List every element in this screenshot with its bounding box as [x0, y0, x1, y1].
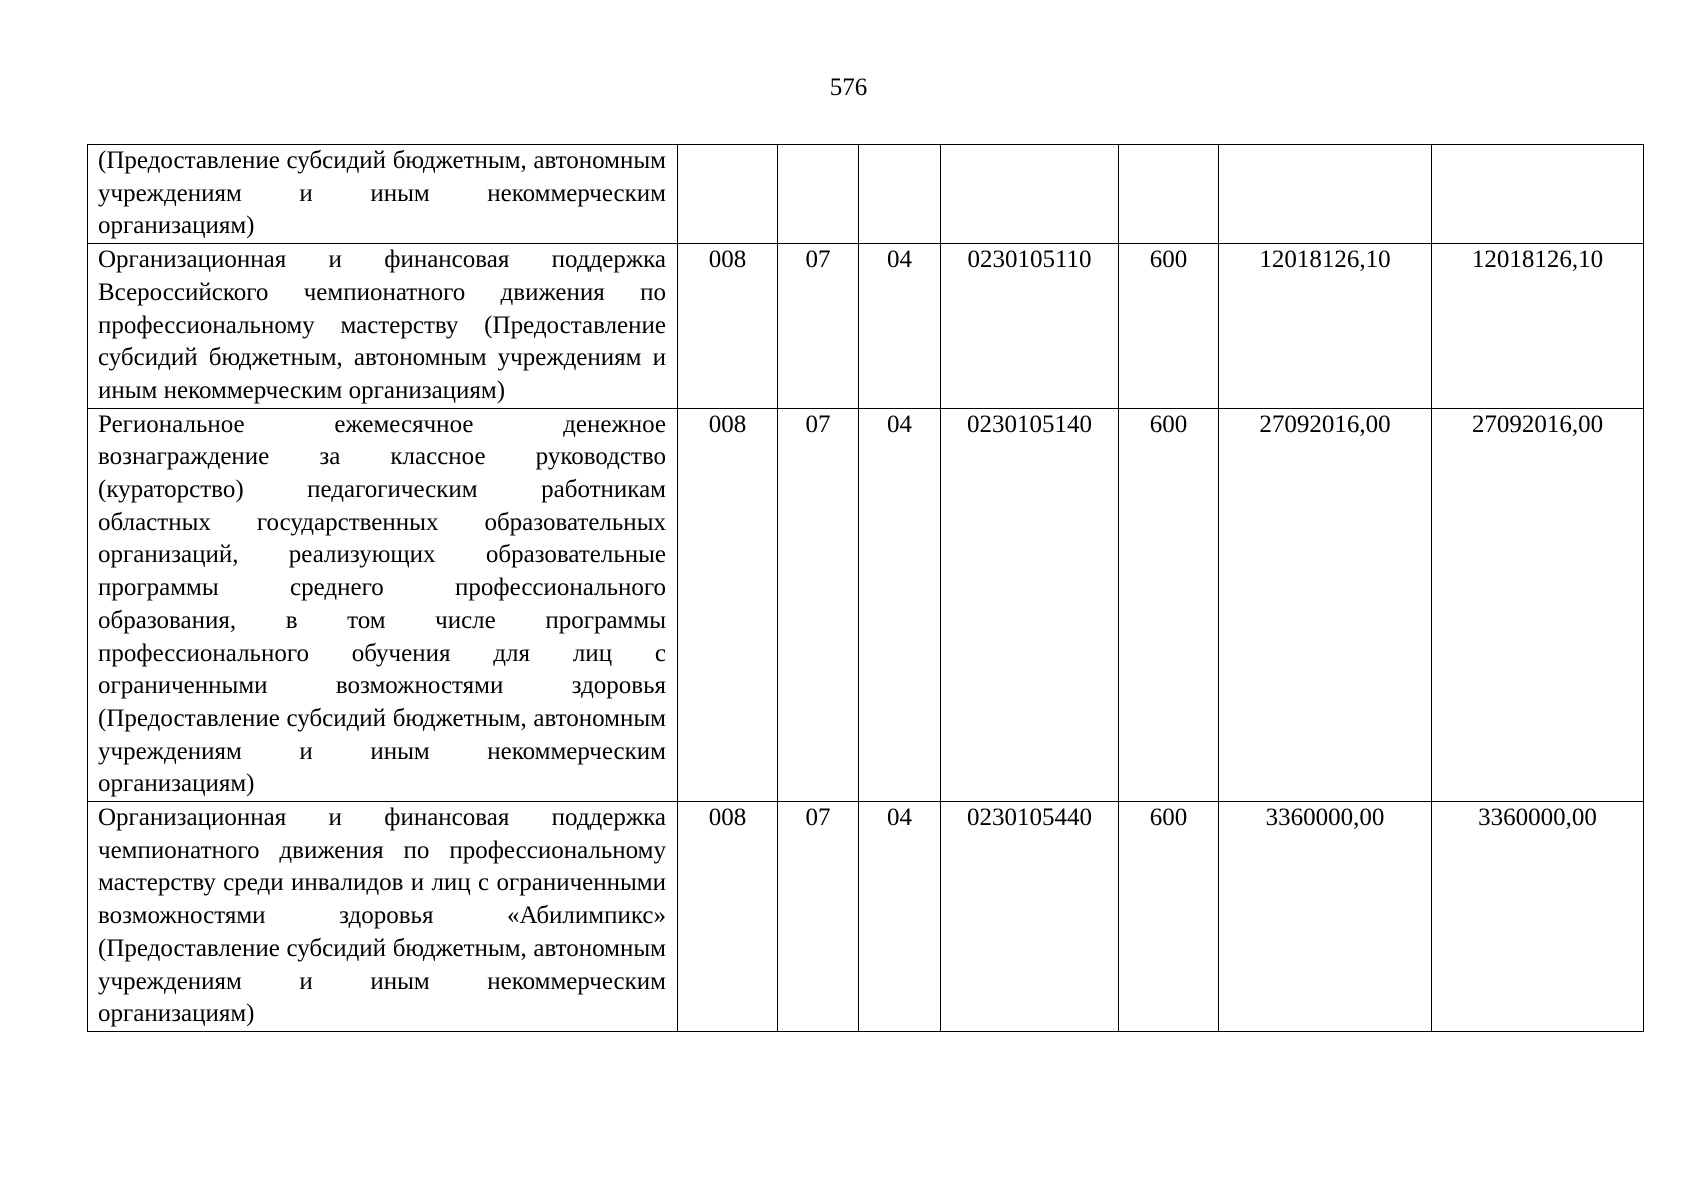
subsection-code-cell: 04 — [859, 408, 941, 801]
ministry-code-cell: 008 — [678, 408, 778, 801]
budget-table — [87, 144, 1644, 1032]
target-article-cell: 0230105440 — [941, 802, 1119, 1032]
ministry-code-cell: 008 — [678, 802, 778, 1032]
target-article-cell: 0230105110 — [941, 244, 1119, 409]
expense-type-cell: 600 — [1119, 408, 1219, 801]
amount-2-cell: 27092016,00 — [1432, 408, 1644, 801]
amount-1-cell — [1219, 145, 1432, 244]
section-code-cell: 07 — [778, 244, 859, 409]
target-article-cell: 0230105140 — [941, 408, 1119, 801]
subsection-code-cell — [859, 145, 941, 244]
table-row — [88, 145, 1644, 244]
amount-2-cell — [1432, 145, 1644, 244]
row-description: Организационная и финансовая поддержка Всероссийского чемпионатного движения по профессиональному мастерству (Предоставление субсидий бюджетным, автономным учреждениям и иным некоммерческим организациям) — [88, 244, 678, 409]
page-number: 576 — [829, 74, 868, 101]
expense-type-cell: 600 — [1119, 244, 1219, 409]
section-code-cell: 07 — [778, 802, 859, 1032]
row-description: Организационная и финансовая поддержка чемпионатного движения по профессиональному мастерству среди инвалидов и лиц с ограниченными возможностями здоровья «Абилимпикс» (Предоставление субсидий бюджетным, автономным учреждениям и иным некоммерческим организациям) — [88, 802, 678, 1032]
amount-1-cell: 3360000,00 — [1219, 802, 1432, 1032]
target-article-cell — [941, 145, 1119, 244]
ministry-code-cell — [678, 145, 778, 244]
table-row — [88, 408, 1644, 801]
table-row — [88, 802, 1644, 1032]
section-code-cell — [778, 145, 859, 244]
expense-type-cell: 600 — [1119, 802, 1219, 1032]
row-description: Региональное ежемесячное денежное вознаграждение за классное руководство (кураторство) педагогическим работникам областных государственных образовательных организаций, реализующих образовательные программы среднего профессионального образования, в том числе программы профессионального обучения для лиц с ограниченными возможностями здоровья (Предоставление субсидий бюджетным, автономным учреждениям и иным некоммерческим организациям) — [88, 408, 678, 801]
subsection-code-cell: 04 — [859, 244, 941, 409]
amount-2-cell: 12018126,10 — [1432, 244, 1644, 409]
section-code-cell: 07 — [778, 408, 859, 801]
amount-1-cell: 27092016,00 — [1219, 408, 1432, 801]
row-description: (Предоставление субсидий бюджетным, автономным учреждениям и иным некоммерческим организациям) — [88, 145, 678, 244]
subsection-code-cell: 04 — [859, 802, 941, 1032]
amount-2-cell: 3360000,00 — [1432, 802, 1644, 1032]
amount-1-cell: 12018126,10 — [1219, 244, 1432, 409]
expense-type-cell — [1119, 145, 1219, 244]
ministry-code-cell: 008 — [678, 244, 778, 409]
table-row — [88, 244, 1644, 409]
